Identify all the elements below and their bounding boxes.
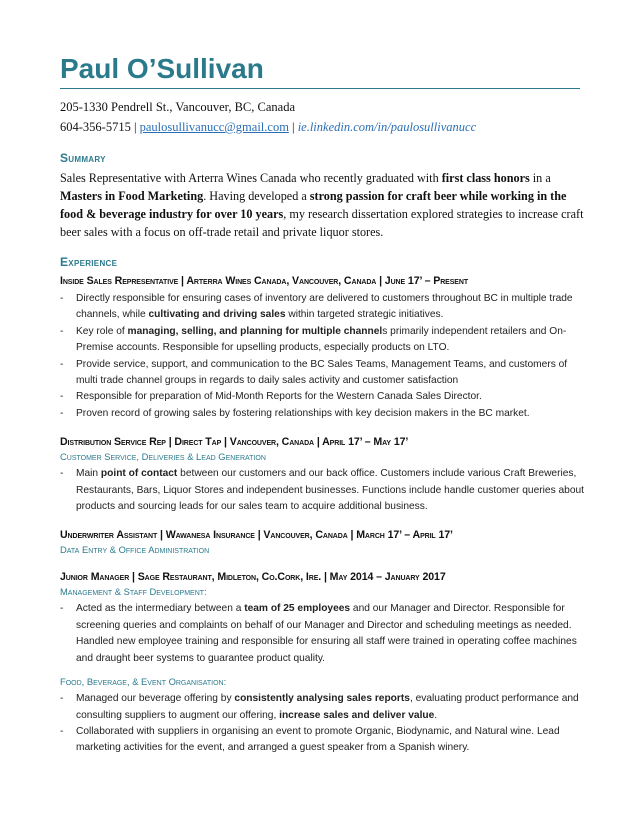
- linkedin-link[interactable]: ie.linkedin.com/in/paulosullivanucc: [297, 120, 477, 134]
- job-bullets-direct-tap: [60, 466, 588, 515]
- phone: 604-356-5715: [60, 120, 131, 134]
- list-item: - Collaborated with suppliers in organising an event to promote Organic, Biodynamic, and Natural wine. Lead marketing activities for the event, and arranged a guest speaker from a Spanish winery.: [60, 724, 588, 757]
- summary-heading: Summary: [60, 151, 106, 165]
- list-item: - Responsible for preparation of Mid-Month Reports for the Western Canada Sales Director.: [60, 389, 588, 405]
- job-subtitle: Customer Service, Deliveries & Lead Generation: [60, 451, 266, 463]
- job-bullets-sage-events: [60, 691, 588, 757]
- title-rule: [60, 88, 580, 89]
- resume-name: Paul O’Sullivan: [60, 53, 264, 84]
- job-title-direct-tap: Distribution Service Rep | Direct Tap | Vancouver, Canada | April 17’ – May 17’: [60, 436, 409, 449]
- contact-line: [60, 117, 588, 137]
- list-item: - Proven record of growing sales by fostering relationships with key decision makers in the BC market.: [60, 406, 588, 422]
- list-item: - Directly responsible for ensuring cases of inventory are delivered to customers throughout BC in multiple trade channels, while cultivating and driving sales within targeted strategic initiatives.: [60, 291, 588, 324]
- address: 205-1330 Pendrell St., Vancouver, BC, Canada: [60, 100, 295, 114]
- email-link[interactable]: paulosullivanucc@gmail.com: [139, 120, 289, 134]
- list-item: - Main point of contact between our customers and our back office. Customers include various Craft Breweries, Restaurants, Bars, Liquor Stores and independent businesses. Functions include handle customer queries about products and sourcing leads for our sales team to acquire additional business.: [60, 466, 588, 515]
- list-item: - Managed our beverage offering by consistently analysing sales reports, evaluating product performance and consulting suppliers to augment our offering, increase sales and deliver value.: [60, 691, 588, 724]
- separator: |: [288, 120, 298, 134]
- job-title-arterra: Inside Sales Representative | Arterra Wines Canada, Vancouver, Canada | June 17’ – Present: [60, 275, 469, 287]
- list-item: - Acted as the intermediary between a team of 25 employees and our Manager and Director. Responsible for screening queries and complaints on behalf of our Manager and Director and scheduling meetings as needed. Handled new employee training and responsible for ensuring all staff were trained in operating coffee machines and draught beer systems to guarantee product quality.: [60, 601, 588, 667]
- list-item: - Key role of managing, selling, and planning for multiple channels primarily independent retailers and On-Premise accounts. Responsible for upselling products, especially products on LTO.: [60, 324, 588, 357]
- job-bullets-arterra: [60, 291, 588, 422]
- job-subtitle: Management & Staff Development:: [60, 586, 207, 598]
- experience-heading: Experience: [60, 255, 118, 269]
- list-item: - Provide service, support, and communication to the BC Sales Teams, Management Teams, and customers of multi trade channel groups in regards to daily sales activity and customer satisfaction: [60, 357, 588, 390]
- job-title-wawanesa: Underwriter Assistant | Wawanesa Insurance | Vancouver, Canada | March 17’ – April 17’: [60, 529, 453, 542]
- resume-page: [60, 52, 588, 757]
- job-subtitle: Food, Beverage, & Event Organisation:: [60, 676, 227, 688]
- summary-text: Sales Representative with Arterra Wines Canada who recently graduated with first class honors in a Masters in Food Marketing. Having developed a strong passion for craft beer while working in the food & beverage industry for over 10 years, my research dissertation explored strategies to increase craft beer sales with a focus on off-trade retail and private liquor stores.: [60, 171, 584, 239]
- job-title-sage: Junior Manager | Sage Restaurant, Midleton, Co.Cork, Ire. | May 2014 – January 2017: [60, 571, 446, 584]
- job-bullets-sage-management: [60, 601, 588, 667]
- separator: |: [130, 120, 140, 134]
- job-subtitle: Data Entry & Office Administration: [60, 544, 210, 556]
